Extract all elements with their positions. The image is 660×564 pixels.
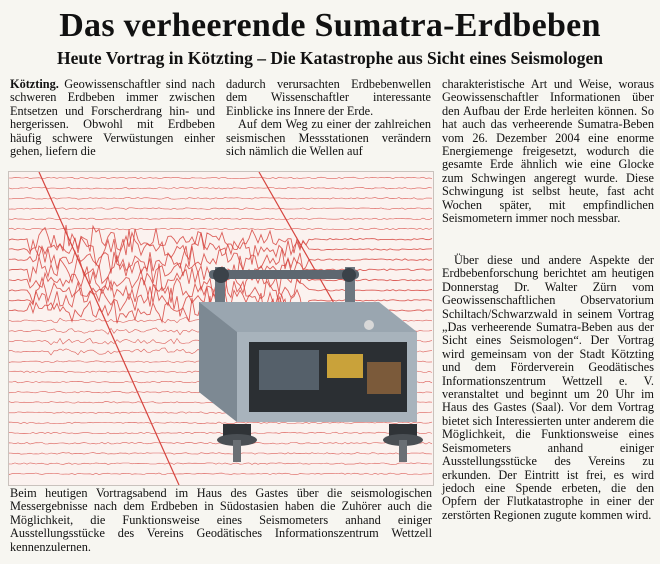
seismogram-trace xyxy=(9,177,432,179)
seismogram-trace xyxy=(9,208,432,210)
seismometer-photo xyxy=(8,171,434,486)
article-column-1 xyxy=(10,78,215,158)
headline: Das verheerende Sumatra-Erdbeben xyxy=(59,7,601,44)
seismogram-trace xyxy=(9,422,432,424)
dateline: Kötzting. xyxy=(10,77,59,91)
seismogram-illustration xyxy=(9,172,433,485)
paragraph-text: Geowissenschaftler sind nach schweren Erdbeben immer zwischen Entsetzen und Forscherdrang hin- und hergerissen. Obwohl mit Erdbeben häufig schwere Verwüstungen einher gehen, liefern die xyxy=(10,77,216,159)
seismogram-trace xyxy=(9,473,432,475)
paragraph: Auf dem Weg zu einer der zahlreichen seismischen Messstationen verändern sich nämlich die Wellen auf xyxy=(226,117,431,159)
paragraph: charakteristische Art und Weise, woraus Geowissenschaftler Informationen über den Aufbau der Erde herleiten können. So hat auch das verheerende Sumatra-Beben vom 26. Dezember 2004 eine enorme Energiemenge freigesetzt, wodurch die gesamte Erde ähnlich wie eine Glocke zum Schwingen angeregt wurde. Diese Schwingung ist selbst heute, fast acht Wochen später, mit empfindlichen Seismometern immer noch messbar. xyxy=(442,77,654,226)
article-column-2 xyxy=(226,78,431,158)
photo-caption: Beim heutigen Vortragsabend im Haus des Gastes über die seismologischen Messergebnisse nach dem Erdbeben in Südostasien haben die Zuhörer auch die Möglichkeit, die Funktionsweise eines Seismometers anhand einiger Ausstellungsstücke des Vereins Geodätisches Informationszentrum Wettzell kennenzulernen. xyxy=(10,486,432,554)
article-column-3-continued xyxy=(442,254,654,522)
seismogram-trace xyxy=(9,187,432,189)
seismogram-trace xyxy=(9,463,432,465)
article-column-3 xyxy=(442,78,654,225)
paragraph: Über diese und andere Aspekte der Erdbebenforschung berichtet am heutigen Donnerstag Dr. Walter Zürn vom Geowissenschaftlichen Observatorium Schiltach/Schwarzwald in seinem Vortrag „Das verheerende Sumatra-Beben aus der Sicht eines Seismologen“. Der Vortrag wird gemeinsam von der Stadt Kötzting und dem Förderverein Geodätisches Informationszentrum Wettzell e. V. veranstaltet und beginnt um 20 Uhr im Haus des Gastes (Saal). Vor dem Vortrag bietet sich Interessierten unter anderem die Möglichkeit, die Funktionsweise eines Seismometers anhand einiger Ausstellungsstücke des Vereins zu erkunden. Der Eintritt ist frei, es wird jedoch eine Spende erbeten, die den Opfern der Flutkatastrophe in einer der zerstörten Regionen zugute kommen wird. xyxy=(442,253,654,522)
subheadline: Heute Vortrag in Kötzting – Die Katastrophe aus Sicht eines Seismologen xyxy=(56,48,604,68)
seismogram-trace xyxy=(9,432,432,434)
seismogram-timing-line xyxy=(259,172,339,312)
seismogram-trace xyxy=(9,453,432,455)
seismogram-trace xyxy=(9,198,432,200)
seismogram-trace xyxy=(9,218,432,220)
paragraph xyxy=(10,78,215,158)
seismogram-trace xyxy=(9,228,432,230)
paragraph: dadurch verursachten Erdbebenwellen dem Wissenschaftler interessante Einblicke ins Innere der Erde. xyxy=(226,77,431,118)
